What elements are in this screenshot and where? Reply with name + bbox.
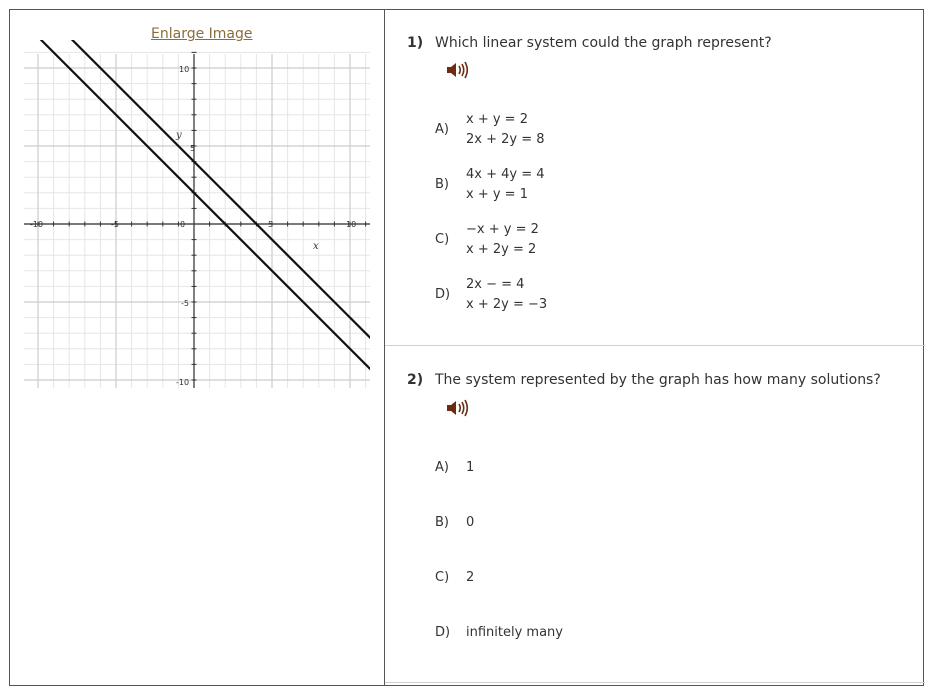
axis-ticks — [38, 52, 366, 380]
option-letter: A) — [435, 460, 449, 475]
option-equation: x + y = 1 — [466, 187, 528, 202]
tick-label-y-10: 10 — [179, 65, 190, 74]
question-text: Which linear system could the graph represent? — [435, 35, 772, 51]
option-equation: x + y = 2 — [466, 112, 528, 127]
graph-line-x-plus-y-eq-4 — [24, 40, 370, 380]
enlarge-image-link[interactable]: Enlarge Image — [151, 26, 253, 42]
tick-label-x-neg10: -10 — [30, 220, 44, 229]
question-number: 1) — [407, 35, 424, 51]
option-answer: 0 — [466, 515, 475, 530]
tick-label-x-10: 10 — [346, 220, 357, 229]
y-axis-variable: y — [176, 130, 182, 141]
graph-line-x-plus-y-eq-2 — [24, 40, 370, 388]
speaker-icon[interactable] — [445, 60, 469, 80]
question-2 — [385, 346, 925, 683]
tick-label-y-5: 5 — [190, 144, 196, 153]
option-equation: −x + y = 2 — [466, 222, 539, 237]
tick-label-x-neg5: -5 — [111, 220, 119, 229]
option-equation: 2x + 2y = 8 — [466, 132, 545, 147]
option-equation: 2x − = 4 — [466, 277, 525, 292]
grid-major-lines — [24, 54, 370, 388]
option-equation: x + 2y = 2 — [466, 242, 537, 257]
speaker-icon[interactable] — [445, 398, 469, 418]
option-letter: C) — [435, 570, 450, 585]
worksheet-frame — [9, 9, 924, 686]
tick-label-x-5: 5 — [268, 220, 274, 229]
option-letter: D) — [435, 287, 451, 302]
grid-minor-lines — [24, 52, 370, 388]
option-equation: 4x + 4y = 4 — [466, 167, 545, 182]
question-number: 2) — [407, 372, 424, 388]
tick-label-origin: 0 — [180, 220, 186, 229]
option-letter: B) — [435, 515, 449, 530]
option-letter: C) — [435, 232, 450, 247]
tick-label-y-neg5: -5 — [181, 299, 189, 308]
coordinate-graph — [24, 40, 370, 388]
tick-label-y-neg10: -10 — [176, 378, 190, 387]
option-letter: B) — [435, 177, 449, 192]
option-letter: A) — [435, 122, 449, 137]
option-equation: x + 2y = −3 — [466, 297, 548, 312]
question-text: The system represented by the graph has how many solutions? — [435, 372, 881, 388]
option-answer: infinitely many — [466, 625, 563, 640]
question-1 — [385, 10, 925, 346]
option-answer: 1 — [466, 460, 475, 475]
option-letter: D) — [435, 625, 451, 640]
graph-pane — [10, 10, 385, 685]
option-answer: 2 — [466, 570, 475, 585]
x-axis-variable: x — [313, 241, 319, 252]
